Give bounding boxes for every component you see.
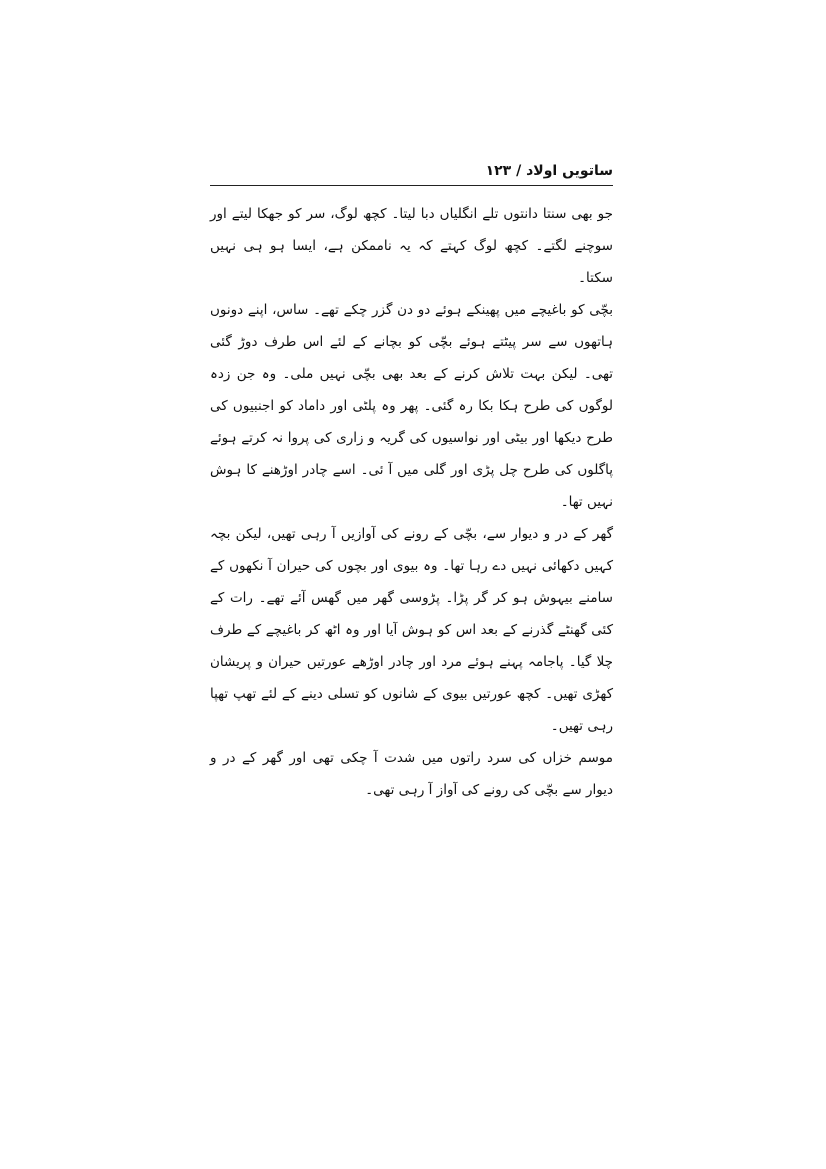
header-title-page-number: ساتویں اولاد / ۱۲۳: [485, 163, 613, 179]
paragraph-4: موسم خزاں کی سرد راتوں میں شدت آ چکی تھی اور گھر کے در و دیوار سے بچّی کی رونے کی آواز آ رہی تھی۔: [210, 750, 613, 798]
header-divider: [210, 185, 613, 186]
paragraph-2: بچّی کو باغیچے میں پھینکے ہوئے دو دن گزر چکے تھے۔ ساس، اپنے دونوں ہاتھوں سے سر پیٹتے ہوئے بچّی کو بچانے کے لئے اس طرف دوڑ گئی تھی۔ لیکن بہت تلاش کرنے کے بعد بھی بچّی نہیں ملی۔ وہ جن زدہ لوگوں کی طرح ہکا بکا رہ گئی۔ پھر وہ پلٹی اور داماد کو اجنبیوں کی طرح دیکھا اور بیٹی اور نواسیوں کی گریہ و زاری کی پروا نہ کرتے ہوئے پاگلوں کی طرح چل پڑی اور گلی میں آ ئی۔ اسے چادر اوڑھنے کا ہوش نہیں تھا۔: [210, 302, 613, 510]
body-text: [210, 198, 613, 806]
running-header: [210, 160, 613, 184]
paragraph-3: گھر کے در و دیوار سے، بچّی کے رونے کی آوازیں آ رہی تھیں، لیکن بچہ کہیں دکھائی نہیں دے رہا تھا۔ وہ بیوی اور بچوں کی حیران آ نکھوں کے سامنے بیہوش ہو کر گر پڑا۔ پڑوسی گھر میں گھس آئے تھے۔ رات کے کئی گھنٹے گذرنے کے بعد اس کو ہوش آیا اور وہ اٹھ کر باغیچے کے طرف چلا گیا۔ پاجامہ پہنے ہوئے مرد اور چادر اوڑھے عورتیں حیران و پریشان کھڑی تھیں۔ کچھ عورتیں بیوی کے شانوں کو تسلی دینے کے لئے تھپ تھپا رہی تھیں۔: [210, 526, 613, 734]
paragraph-1: جو بھی سنتا دانتوں تلے انگلیاں دبا لیتا۔ کچھ لوگ، سر کو جھکا لیتے اور سوچنے لگتے۔ کچھ لوگ کہتے کہ یہ ناممکن ہے، ایسا ہو ہی نہیں سکتا۔: [210, 206, 613, 286]
